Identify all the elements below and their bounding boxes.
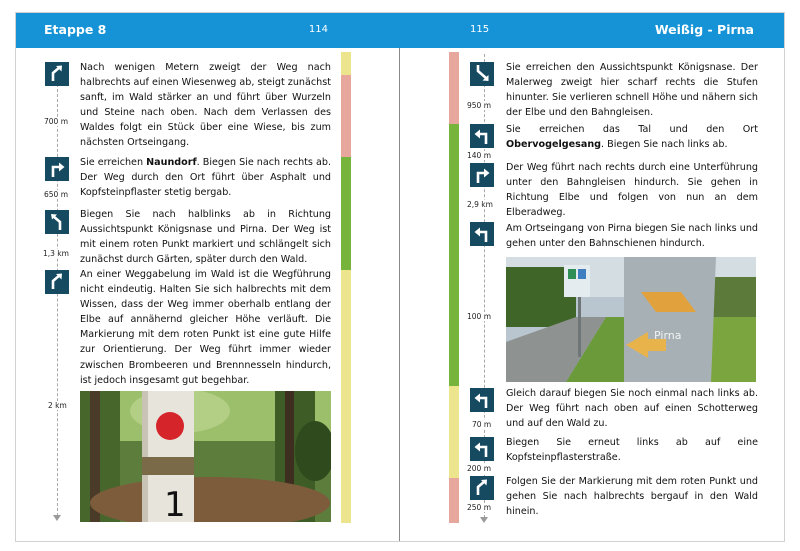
difficulty-bar-segment xyxy=(449,386,459,478)
right-header-title: Weißig - Pirna xyxy=(654,22,754,37)
turn-halfright-icon xyxy=(45,270,69,294)
route-paragraph: Biegen Sie nach halblinks ab in Richtung Aussichtspunkt Königsnase und Pirna. Der Weg ist mit einem roten Punkt markiert und schlängelt sich zunächst durch Gärten, später durch den Wald. xyxy=(80,209,331,266)
distance-label: 2 km xyxy=(48,401,67,410)
route-paragraph: Biegen Sie erneut links ab auf eine Kopfsteinpflasterstraße. xyxy=(506,437,758,464)
route-paragraph: Der Weg führt nach rechts durch eine Unterführung unter den Bahngleisen hindurch. Sie gehen in Richtung Elbe und folgen von nun an dem Elberadweg. xyxy=(506,162,758,219)
difficulty-bar-segment xyxy=(341,270,351,523)
turn-right-icon xyxy=(45,157,69,181)
turn-left-icon xyxy=(470,437,494,461)
route-paragraph: Sie erreichen Naundorf. Biegen Sie nach rechts ab. Der Weg durch den Ort führt über Asphalt und Kopfsteinpflaster stetig bergab. xyxy=(80,157,332,199)
turn-sharpright-icon xyxy=(470,62,494,86)
distance-label: 2,9 km xyxy=(467,200,493,209)
left-header-title: Etappe 8 xyxy=(44,22,107,37)
difficulty-bar-segment xyxy=(449,124,459,386)
distance-label: 700 m xyxy=(44,117,69,126)
distance-label: 140 m xyxy=(467,151,492,160)
photo-sign-number: 1 xyxy=(164,485,186,522)
route-paragraph: Nach wenigen Metern zweigt der Weg nach halbrechts auf einen Wiesenweg ab, steigt zunächst sanft, im Wald stärker an und führt über Wurzeln und Steine nach oben. Nach dem Verlassen des Waldes folgt ein Stück über eine Wiese, bis zum nächsten Ortseingang. xyxy=(80,62,331,149)
route-paragraph: Am Ortseingang von Pirna biegen Sie nach links und gehen unter den Bahnschienen hindurch. xyxy=(506,223,758,250)
right-timeline-end-arrow xyxy=(480,517,488,523)
turn-left-icon xyxy=(470,124,494,148)
route-paragraph: Folgen Sie der Markierung mit dem roten Punkt und gehen Sie nach halbrechts bergauf in den Wald hinein. xyxy=(506,476,758,518)
left-page-header xyxy=(16,13,400,48)
difficulty-bar-segment xyxy=(449,52,459,124)
left-route-timeline xyxy=(57,84,58,516)
place-name: Naundorf xyxy=(146,157,197,168)
route-paragraph: Sie erreichen das Tal und den Ort Obervogelgesang. Biegen Sie nach links ab. xyxy=(506,124,758,151)
left-page-number: 114 xyxy=(308,24,328,35)
distance-label: 200 m xyxy=(467,464,492,473)
photo-forest-trail-marker xyxy=(80,391,331,522)
route-paragraph: Gleich darauf biegen Sie noch einmal nach links ab. Der Weg führt nach oben auf einen Schotterweg und auf den Wald zu. xyxy=(506,388,758,430)
turn-left-icon xyxy=(470,222,494,246)
turn-halfleft-icon xyxy=(45,210,69,234)
difficulty-bar-segment xyxy=(341,52,351,75)
distance-label: 70 m xyxy=(472,420,492,429)
distance-label: 250 m xyxy=(467,503,492,512)
photo-road-with-sign xyxy=(506,257,756,382)
difficulty-bar-segment xyxy=(341,157,351,270)
turn-halfright-icon xyxy=(470,476,494,500)
place-name: Obervogelgesang xyxy=(506,139,602,151)
photo-sign-text: Pirna xyxy=(654,329,682,342)
left-timeline-end-arrow xyxy=(53,515,61,521)
route-paragraph: Sie erreichen den Aussichtspunkt Königsnase. Der Malerweg zweigt hier scharf rechts die Stufen hinunter. Sie verlieren schnell Höhe und nähern sich der Elbe und den Bahngleisen. xyxy=(506,62,758,119)
distance-label: 950 m xyxy=(467,101,492,110)
turn-right-icon xyxy=(470,163,494,187)
difficulty-bar-segment xyxy=(341,75,351,157)
page-gutter xyxy=(399,13,400,541)
difficulty-bar-segment xyxy=(449,478,459,523)
distance-label: 100 m xyxy=(467,312,492,321)
distance-label: 1,3 km xyxy=(43,249,69,258)
route-paragraph: An einer Weggabelung im Wald ist die Wegführung nicht eindeutig. Halten Sie sich halbrechts mit dem Wissen, dass der Weg immer oberhalb entlang der Elbe auf annähernd gleicher Höhe verläuft. Die Markierung mit dem roten Punkt ist eine gute Hilfe zur Orientierung. Der Weg führt immer wieder zwischen Brombeeren und Brennnesseln hindurch, ist jedoch insgesamt gut begehbar. xyxy=(80,269,331,386)
right-page-number: 115 xyxy=(470,24,490,35)
distance-label: 650 m xyxy=(44,190,69,199)
right-page-header xyxy=(400,13,784,48)
turn-left-icon xyxy=(470,388,494,412)
turn-halfright-icon xyxy=(45,62,69,86)
